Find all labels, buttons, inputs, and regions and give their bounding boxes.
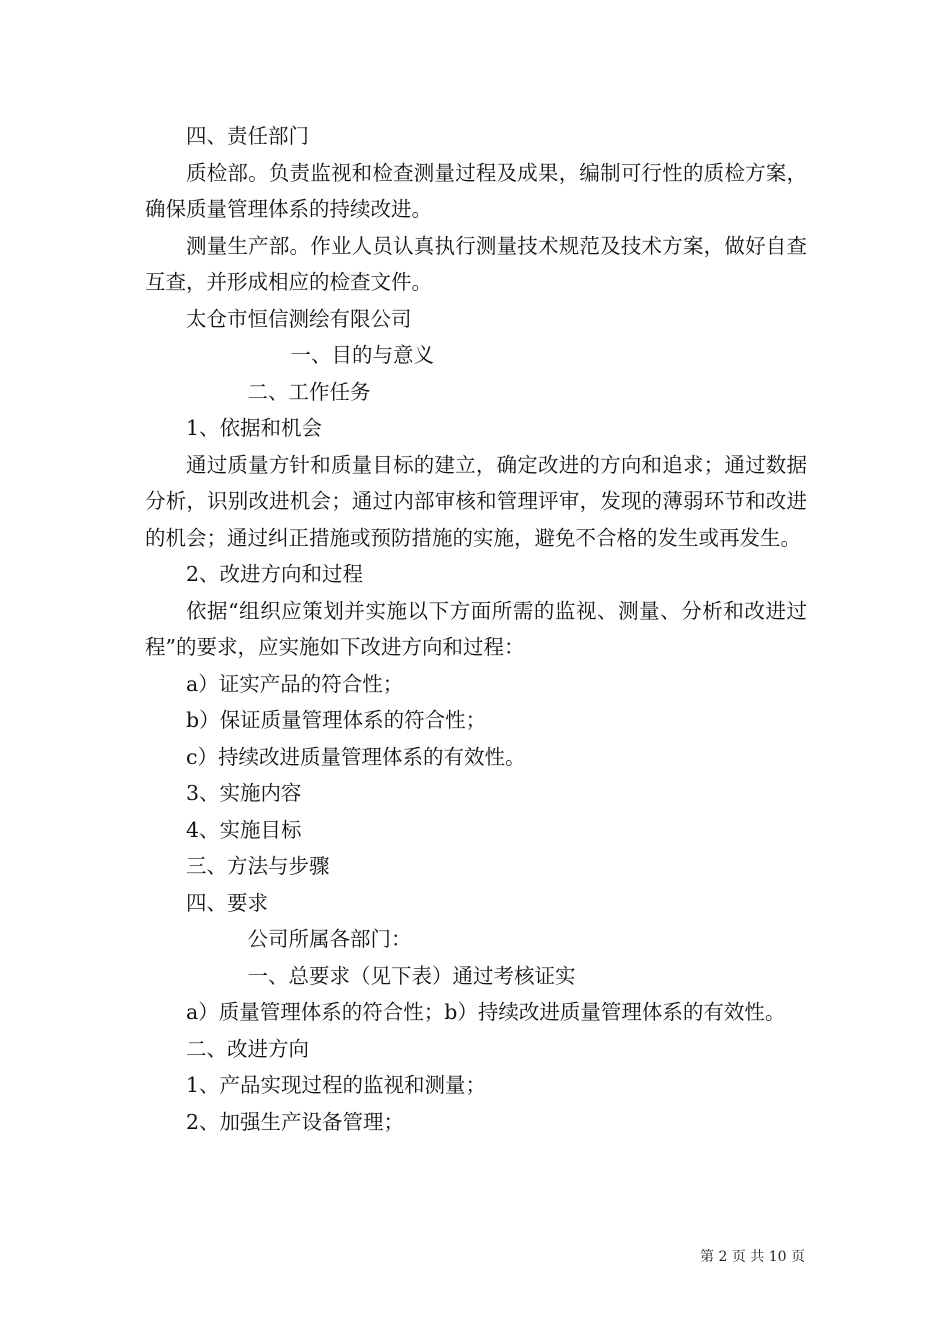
section-heading: 四、要求	[186, 890, 268, 915]
company-name: 太仓市恒信测绘有限公司	[186, 306, 412, 331]
section-heading: 二、工作任务	[247, 379, 371, 404]
subsection-heading: 2、改进方向和过程	[186, 562, 364, 586]
section-heading: 一、目的与意义	[290, 343, 435, 367]
section-heading: 三、方法与步骤	[186, 854, 330, 878]
paragraph: 质检部。负责监视和检查测量过程及成果，编制可行性的质检方案，确保质量管理体系的持续改进。	[145, 160, 807, 221]
subsection-heading: 1、依据和机会	[186, 416, 323, 440]
subsection-heading: 4、实施目标	[186, 817, 302, 842]
list-item: a）证实产品的符合性；	[186, 671, 404, 696]
salutation: 公司所属各部门：	[247, 927, 412, 951]
list-item: c）持续改进质量管理体系的有效性。	[186, 744, 526, 769]
section-heading: 一、总要求（见下表）通过考核证实	[247, 963, 576, 988]
list-item: 1、产品实现过程的监视和测量；	[186, 1073, 487, 1097]
paragraph: 依据“组织应策划并实施以下方面所需的监视、测量、分析和改进过程”的要求，应实施如下改进方向和过程：	[145, 598, 807, 659]
subsection-heading: 3、实施内容	[186, 781, 302, 805]
document-body	[145, 118, 807, 1140]
section-heading: 二、改进方向	[186, 1036, 309, 1061]
page-number: 第 2 页 共 10 页	[700, 1249, 805, 1265]
list-item: b）保证质量管理体系的符合性；	[186, 708, 487, 732]
section-heading: 四、责任部门	[186, 124, 309, 148]
paragraph: a）质量管理体系的符合性；b）持续改进质量管理体系的有效性。	[186, 1000, 786, 1024]
paragraph: 通过质量方针和质量目标的建立，确定改进的方向和追求；通过数据分析，识别改进机会；通过内部审核和管理评审，发现的薄弱环节和改进的机会；通过纠正措施或预防措施的实施，避免不合格的发生或再发生。	[145, 452, 807, 550]
paragraph: 测量生产部。作业人员认真执行测量技术规范及技术方案，做好自查互查，并形成相应的检查文件。	[145, 233, 807, 294]
list-item: 2、加强生产设备管理；	[186, 1109, 405, 1134]
